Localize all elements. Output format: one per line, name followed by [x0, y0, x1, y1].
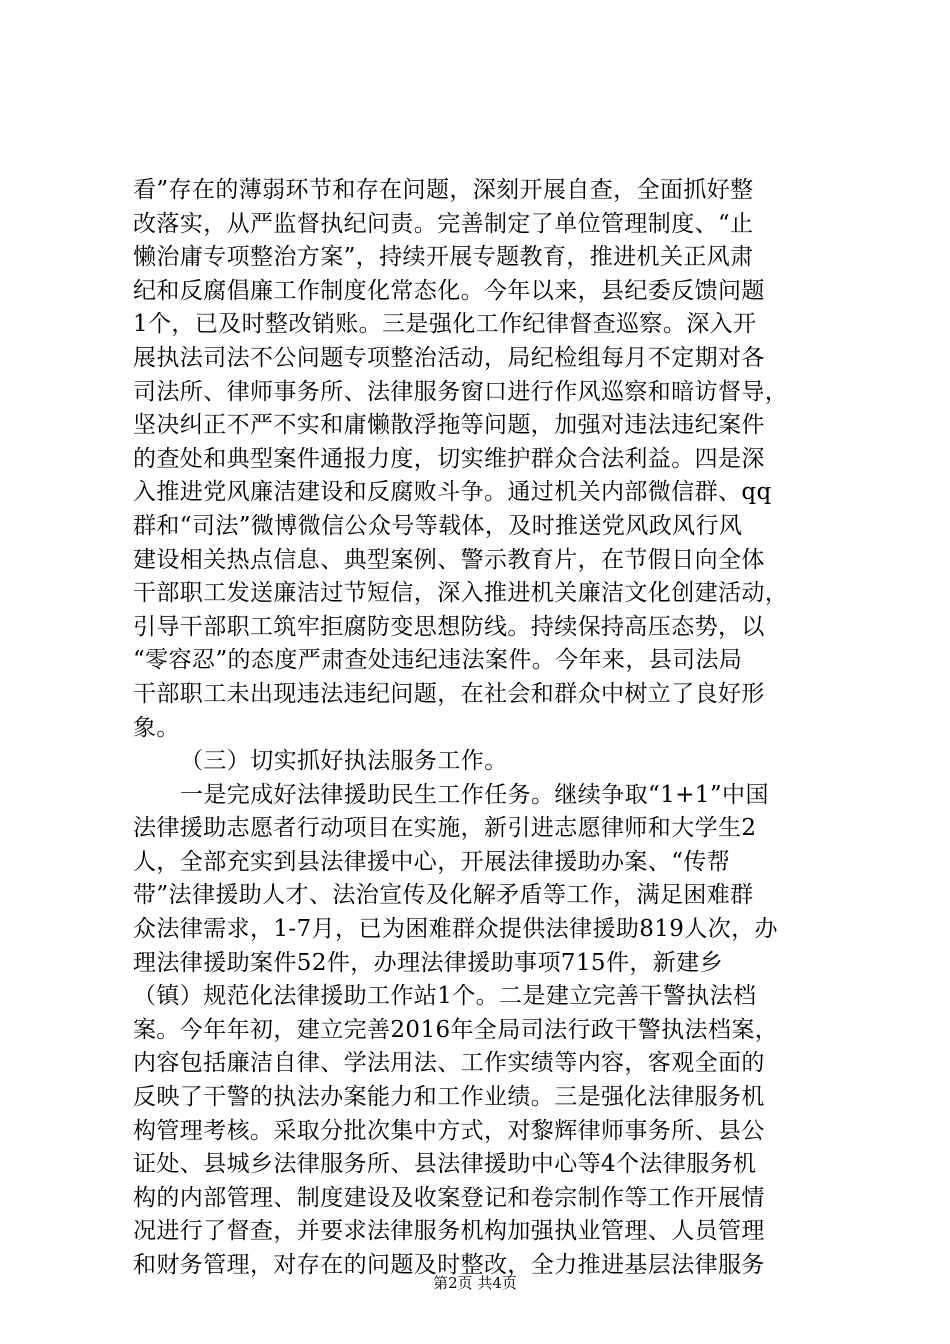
- section-heading: （三）切实抓好执法服务工作。: [180, 748, 508, 775]
- text-line: 反映了干警的执法办案能力和工作业绩。三是强化法律服务机: [133, 1084, 765, 1111]
- text-line: 理法律援助案件52件，办理法律援助事项715件，新建乡: [133, 949, 723, 976]
- text-line: 法律援助志愿者行动项目在实施，新引进志愿律师和大学生2: [133, 815, 757, 842]
- text-line: 内容包括廉洁自律、学法用法、工作实绩等内容，客观全面的: [133, 1050, 765, 1077]
- text-line: 改落实，从严监督执纪问责。完善制定了单位管理制度、“止: [133, 210, 754, 237]
- text-line: 况进行了督查，并要求法律服务机构加强执业管理、人员管理: [133, 1218, 765, 1245]
- text-line: 众法律需求，1-7月，已为困难群众提供法律援助819人次，办: [133, 916, 778, 943]
- text-line: 案。今年年初，建立完善2016年全局司法行政干警执法档案，: [133, 1016, 779, 1043]
- text-line: “零容忍”的态度严肃查处违纪违法案件。今年来，县司法局: [133, 647, 743, 674]
- text-line: 入推进党风廉洁建设和反腐败斗争。通过机关内部微信群、qq: [133, 479, 772, 506]
- text-line: 坚决纠正不严不实和庸懒散浮拖等问题，加强对违法违纪案件: [133, 412, 765, 439]
- page-footer: [0, 1273, 950, 1293]
- text-line: 的查处和典型案件通报力度，切实维护群众合法利益。四是深: [133, 445, 765, 472]
- text-line: 干部职工未出现违法违纪问题，在社会和群众中树立了良好形: [133, 680, 765, 707]
- text-line: 懒治庸专项整治方案”，持续开展专题教育，推进机关正风肃: [133, 244, 754, 271]
- text-line: 构管理考核。采取分批次集中方式，对黎辉律师事务所、县公: [133, 1117, 765, 1144]
- text-line: 引导干部职工筑牢拒腐防变思想防线。持续保持高压态势，以: [133, 613, 765, 640]
- text-line: 证处、县城乡法律服务所、县法律援助中心等4个法律服务机: [133, 1151, 757, 1178]
- text-line: （镇）规范化法律援助工作站1个。二是建立完善干警执法档: [133, 983, 757, 1010]
- text-line: 展执法司法不公问题专项整治活动，局纪检组每月不定期对各: [133, 344, 765, 371]
- text-line: 人，全部充实到县法律援中心，开展法律援助办案、“传帮: [133, 848, 731, 875]
- page-number: 第2页 共4页: [433, 1274, 517, 1292]
- document-body: [133, 174, 833, 1283]
- text-line: 看”存在的薄弱环节和存在问题，深刻开展自查，全面抓好整: [133, 177, 754, 203]
- text-line: 构的内部管理、制度建设及收案登记和卷宗制作等工作开展情: [133, 1184, 765, 1211]
- text-line: 1个，已及时整改销账。三是强化工作纪律督查巡察。深入开: [133, 311, 757, 338]
- text-line: 和财务管理，对存在的问题及时整改，全力推进基层法律服务: [133, 1252, 765, 1278]
- text-line: 干部职工发送廉洁过节短信，深入推进机关廉洁文化创建活动，: [133, 580, 789, 607]
- text-line: 象。: [133, 714, 180, 741]
- text-line: 带”法律援助人才、法治宣传及化解矛盾等工作，满足困难群: [133, 882, 754, 909]
- text-line: 司法所、律师事务所、法律服务窗口进行作风巡察和暗访督导，: [133, 378, 789, 405]
- text-line: 群和“司法”微博微信公众号等载体，及时推送党风政风行风: [133, 512, 743, 539]
- text-line: 一是完成好法律援助民生工作任务。继续争取“1+1”中国: [180, 781, 769, 808]
- text-line: 纪和反腐倡廉工作制度化常态化。今年以来，县纪委反馈问题: [133, 277, 765, 304]
- text-line: 建设相关热点信息、典型案例、警示教育片，在节假日向全体: [133, 546, 765, 573]
